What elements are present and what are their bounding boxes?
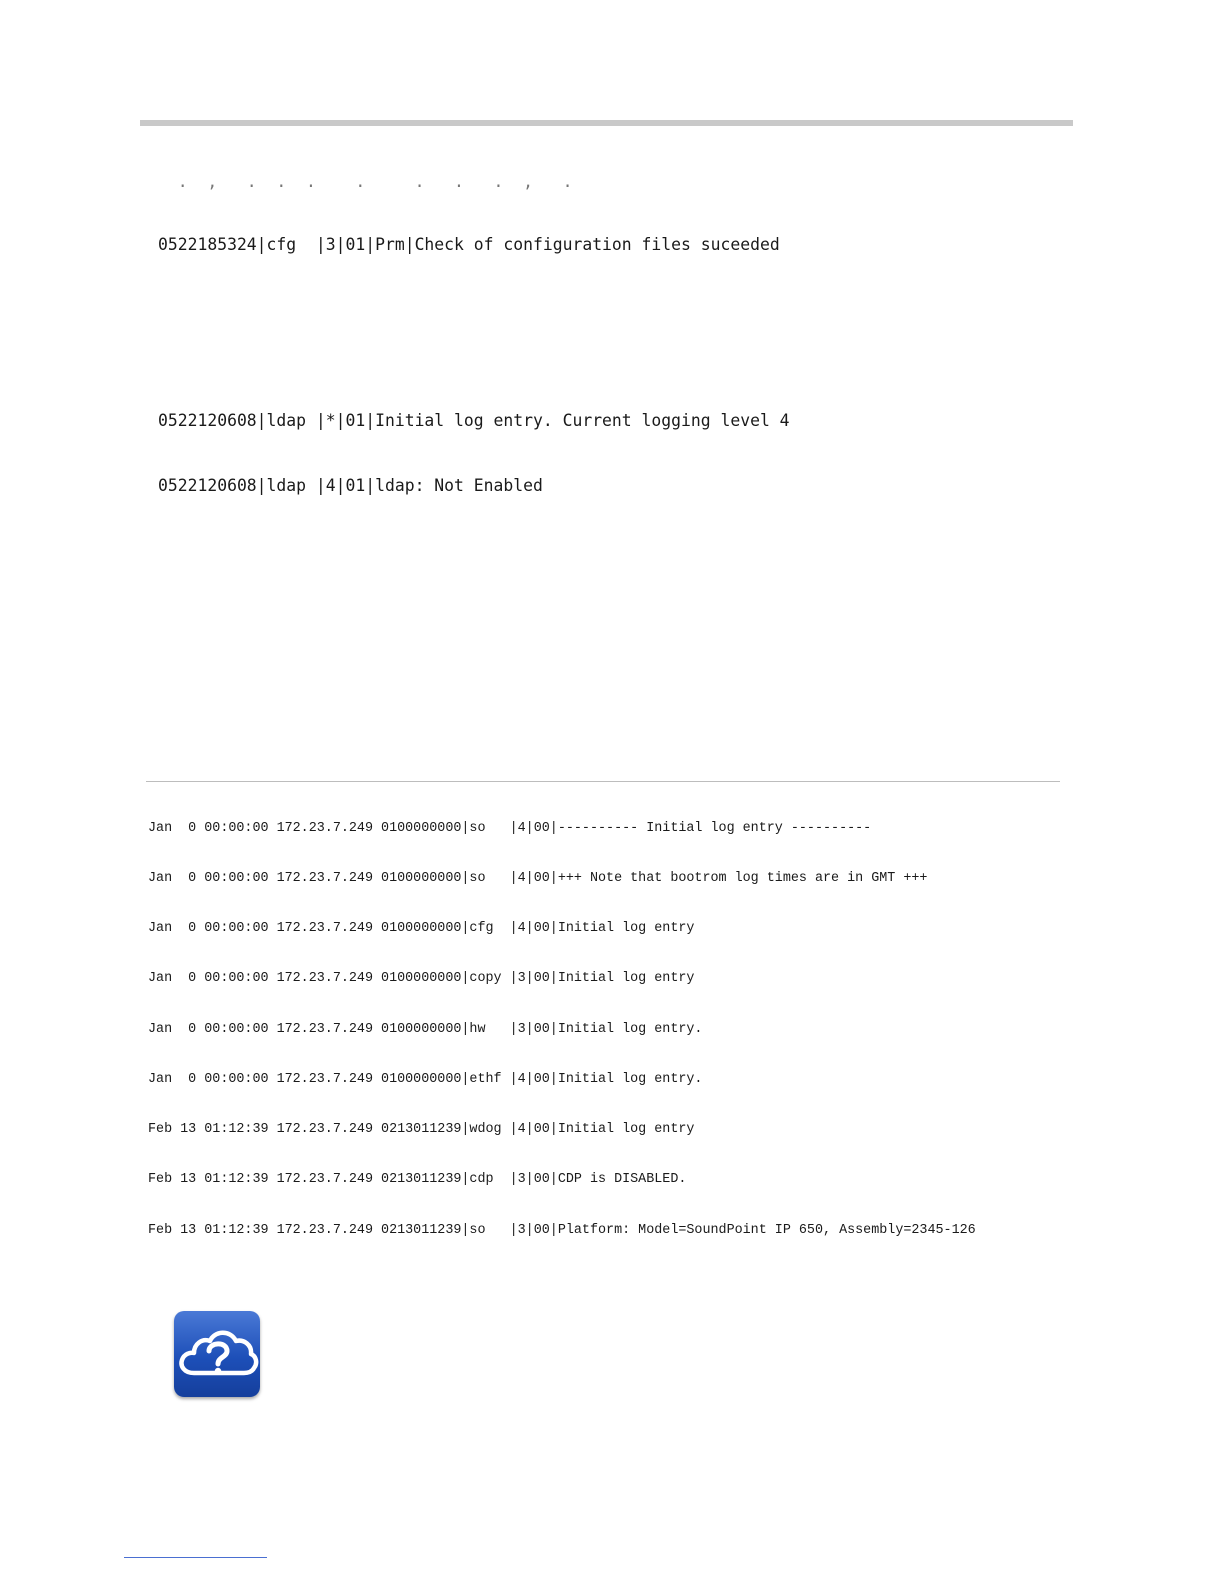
log-excerpt-bootrom xyxy=(148,787,1073,1257)
help-cloud-icon xyxy=(174,1311,260,1397)
log-line: Feb 13 01:12:39 172.23.7.249 0213011239|so |3|00|Platform: Model=SoundPoint IP 650, Assembly=2345-126 xyxy=(148,1222,976,1238)
header-rule xyxy=(140,120,1073,126)
log-line: Jan 0 00:00:00 172.23.7.249 0100000000|so |4|00|---------- Initial log entry ---------- xyxy=(148,820,872,836)
log-line: 0522185324|cfg |3|01|Prm|Check of configuration files suceeded xyxy=(158,235,780,255)
log-line: Jan 0 00:00:00 172.23.7.249 0100000000|cfg |4|00|Initial log entry xyxy=(148,921,695,936)
log-line-partial xyxy=(158,359,1073,367)
log-line: Jan 0 00:00:00 172.23.7.249 0100000000|hw |3|00|Initial log entry. xyxy=(148,1021,703,1037)
log-line: Jan 0 00:00:00 172.23.7.249 0100000000|so |4|00|+++ Note that bootrom log times are in GMT +++ xyxy=(148,870,928,886)
log-excerpt-frame xyxy=(146,781,1060,782)
log-line: Feb 13 01:12:39 172.23.7.249 0213011239|wdog |4|00|Initial log entry xyxy=(148,1122,695,1137)
log-line: Jan 0 00:00:00 172.23.7.249 0100000000|copy |3|00|Initial log entry xyxy=(148,971,695,987)
log-line: 0522120608|ldap |4|01|ldap: Not Enabled xyxy=(158,476,543,496)
footer-link-rule xyxy=(124,1557,267,1558)
log-line: Feb 13 01:12:39 172.23.7.249 0213011239|cdp |3|00|CDP is DISABLED. xyxy=(148,1172,687,1188)
log-line: Jan 0 00:00:00 172.23.7.249 0100000000|ethf |4|00|Initial log entry. xyxy=(148,1071,703,1087)
log-line-partial: . , . . . . . . . , . xyxy=(158,172,573,192)
log-excerpt-application xyxy=(158,316,1073,526)
log-excerpt-provisioning xyxy=(158,128,1073,294)
log-line: 0522120608|ldap |*|01|Initial log entry. Current logging level 4 xyxy=(158,411,790,431)
